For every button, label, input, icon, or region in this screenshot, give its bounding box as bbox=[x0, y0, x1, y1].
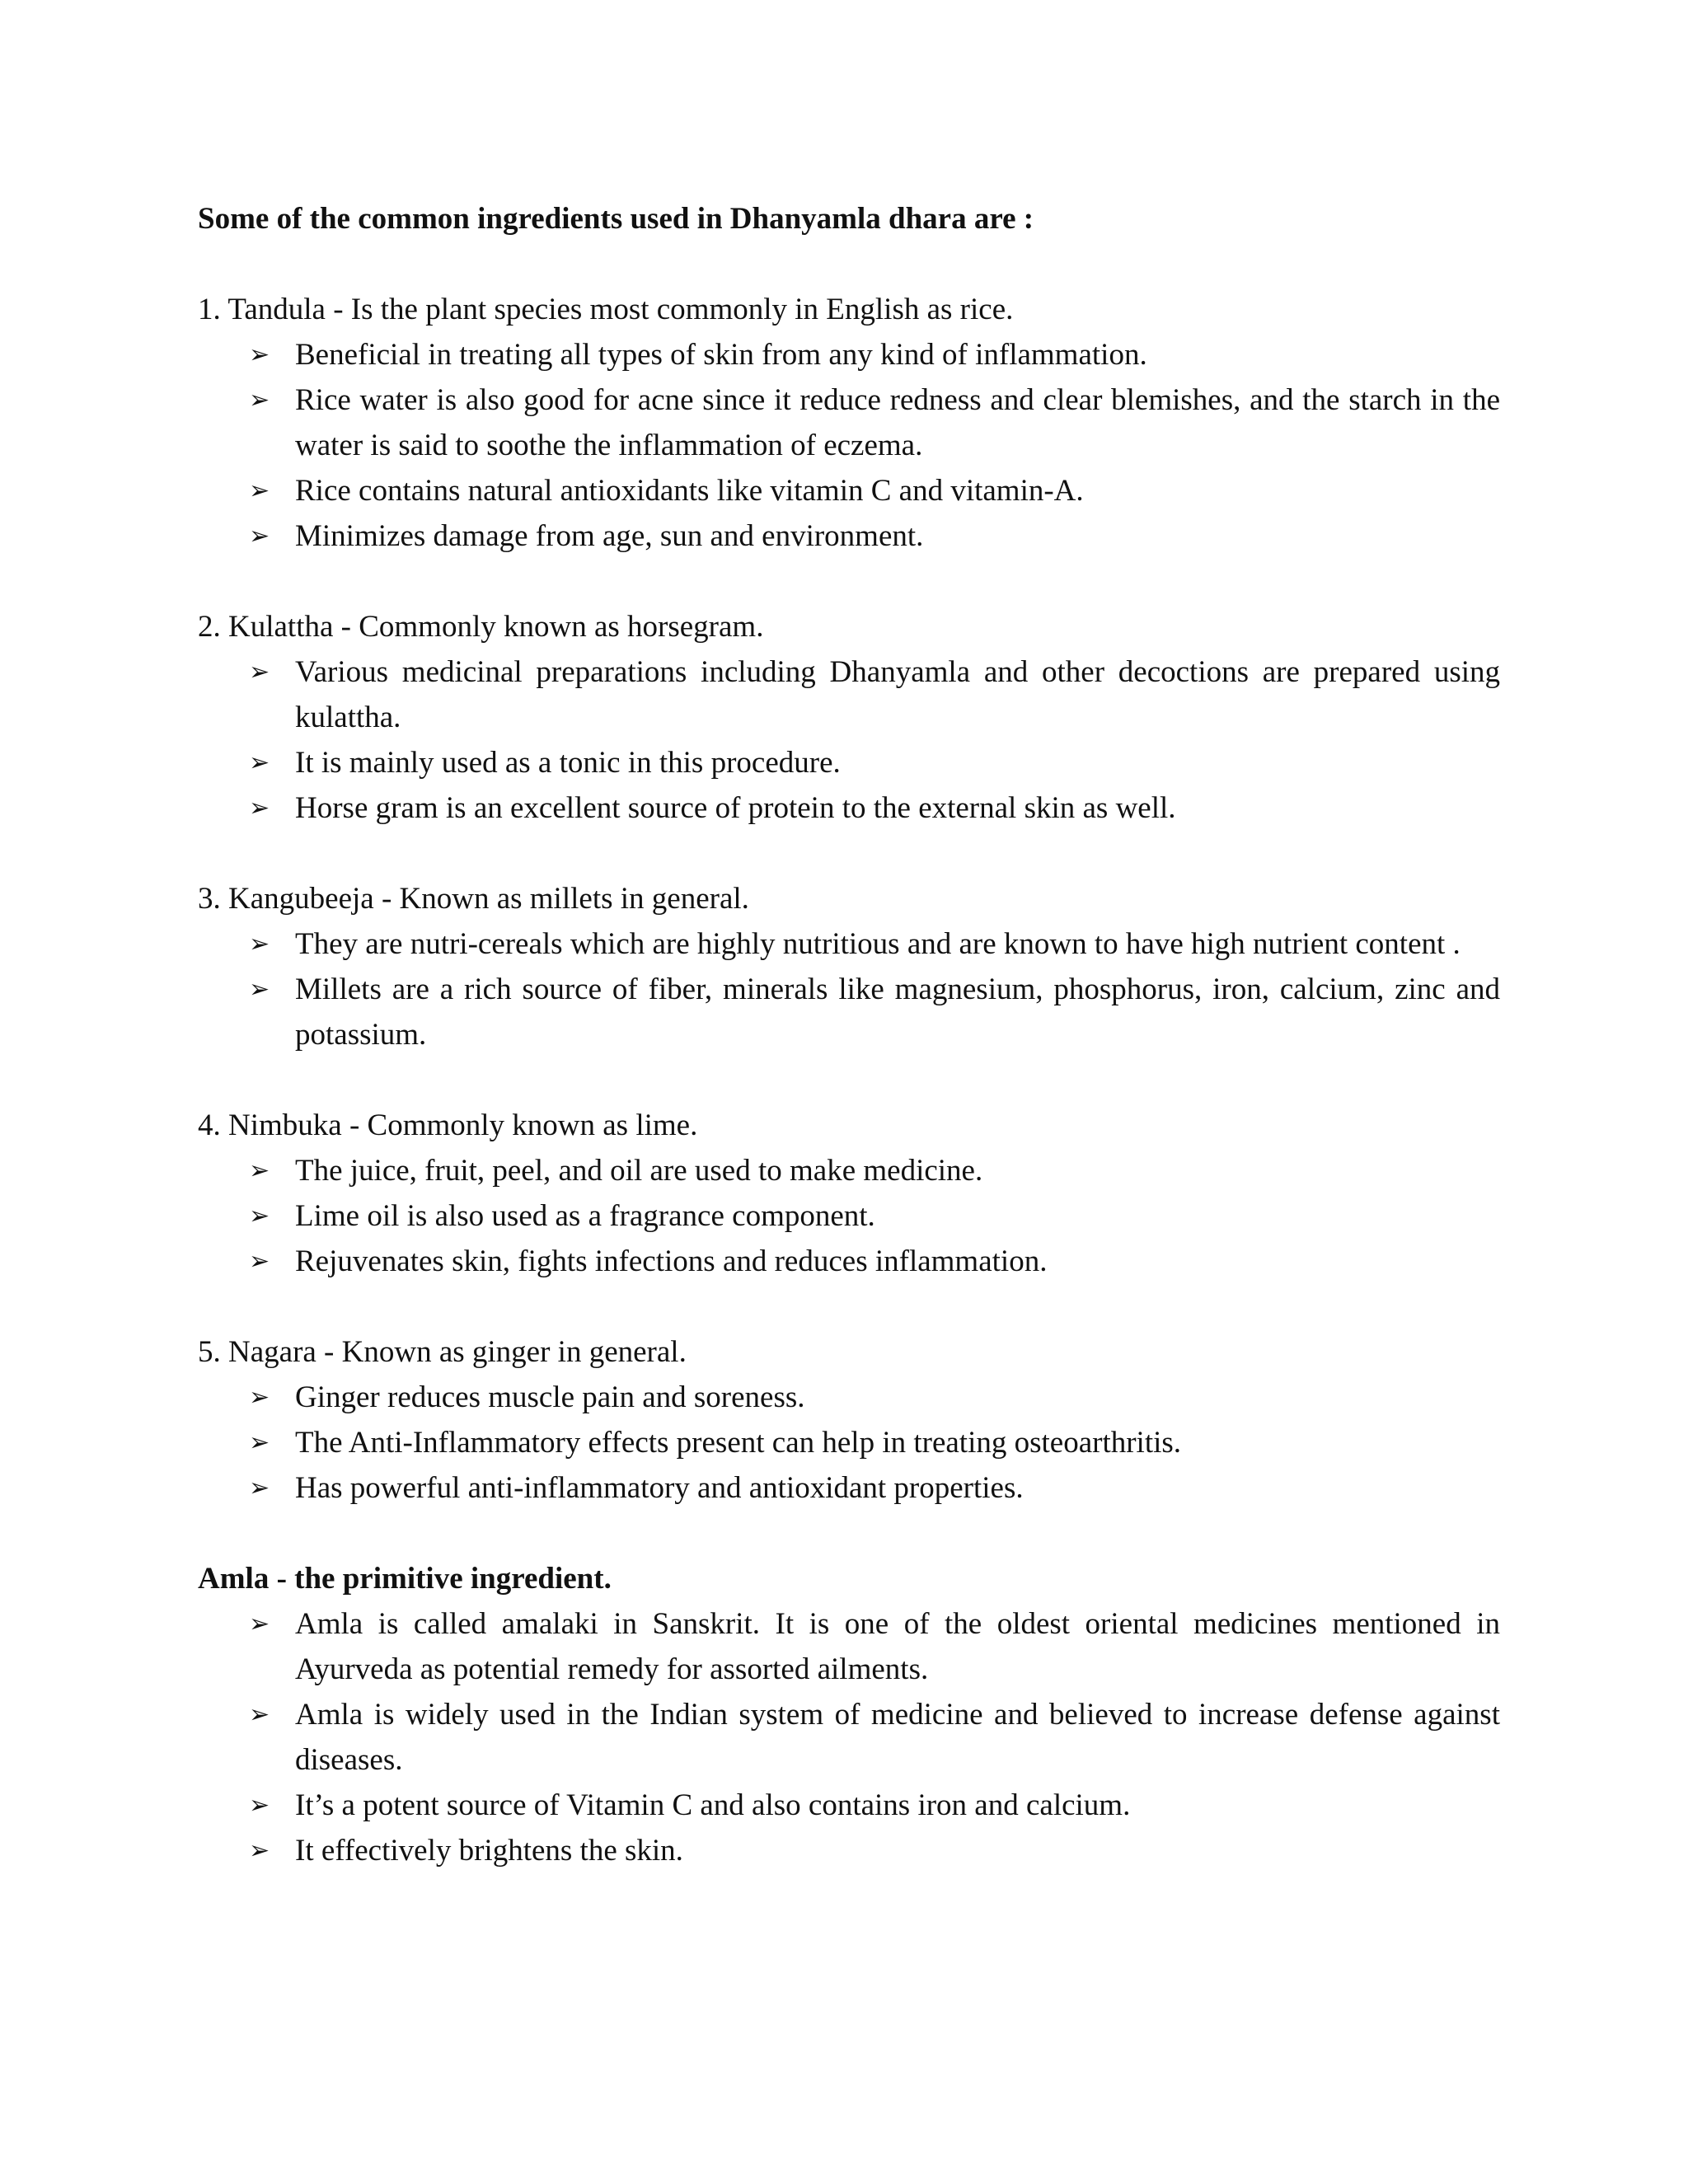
list-item bbox=[198, 1692, 1500, 1783]
arrow-bullet-icon: ➢ bbox=[249, 658, 270, 687]
list-item bbox=[198, 1420, 1500, 1465]
bullet-text: Amla is called amalaki in Sanskrit. It is one of the oldest oriental medicines mentioned in Ayurveda as potential remedy for assorted ailments. bbox=[295, 1607, 1500, 1686]
bullet-list bbox=[198, 1375, 1500, 1511]
arrow-bullet-icon: ➢ bbox=[249, 1428, 270, 1457]
arrow-bullet-icon: ➢ bbox=[249, 340, 270, 369]
list-item bbox=[198, 377, 1500, 468]
ingredient-title: 4. Nimbuka - Commonly known as lime. bbox=[198, 1108, 698, 1142]
ingredient-title: 2. Kulattha - Commonly known as horsegram. bbox=[198, 610, 764, 644]
arrow-bullet-icon: ➢ bbox=[249, 522, 270, 551]
bullet-text: Millets are a rich source of fiber, minerals like magnesium, phosphorus, iron, calcium, zinc and potassium. bbox=[295, 972, 1500, 1052]
arrow-bullet-icon: ➢ bbox=[249, 1610, 270, 1638]
bullet-text: Rejuvenates skin, fights infections and reduces inflammation. bbox=[295, 1244, 1048, 1278]
bullet-list bbox=[198, 649, 1500, 831]
list-item bbox=[198, 921, 1500, 967]
list-item bbox=[198, 1601, 1500, 1692]
list-item bbox=[198, 967, 1500, 1057]
list-item bbox=[198, 1465, 1500, 1511]
list-item bbox=[198, 1828, 1500, 1873]
arrow-bullet-icon: ➢ bbox=[249, 1202, 270, 1230]
amla-heading: Amla - the primitive ingredient. bbox=[198, 1562, 612, 1596]
bullet-text: It effectively brightens the skin. bbox=[295, 1834, 683, 1868]
bullet-text: It’s a potent source of Vitamin C and also contains iron and calcium. bbox=[295, 1788, 1131, 1822]
bullet-text: The juice, fruit, peel, and oil are used to make medicine. bbox=[295, 1154, 983, 1188]
list-item bbox=[198, 1783, 1500, 1828]
ingredient-title: 5. Nagara - Known as ginger in general. bbox=[198, 1335, 687, 1369]
list-item bbox=[198, 1193, 1500, 1239]
bullet-list bbox=[198, 921, 1500, 1057]
ingredient-section-nimbuka bbox=[198, 1103, 1500, 1284]
list-item bbox=[198, 785, 1500, 831]
ingredient-title: 3. Kangubeeja - Known as millets in general. bbox=[198, 882, 749, 916]
list-item bbox=[198, 740, 1500, 785]
list-item bbox=[198, 332, 1500, 377]
list-item bbox=[198, 1148, 1500, 1193]
bullet-text: Rice water is also good for acne since it reduce redness and clear blemishes, and the starch in the water is said to soothe the inflammation of eczema. bbox=[295, 383, 1500, 462]
arrow-bullet-icon: ➢ bbox=[249, 794, 270, 823]
bullet-text: It is mainly used as a tonic in this procedure. bbox=[295, 746, 841, 780]
arrow-bullet-icon: ➢ bbox=[249, 1247, 270, 1276]
bullet-text: Has powerful anti-inflammatory and antioxidant properties. bbox=[295, 1471, 1024, 1505]
ingredient-section-kangubeeja bbox=[198, 876, 1500, 1057]
arrow-bullet-icon: ➢ bbox=[249, 1383, 270, 1412]
bullet-text: Amla is widely used in the Indian system of medicine and believed to increase defense against diseases. bbox=[295, 1698, 1500, 1777]
ingredient-section-nagara bbox=[198, 1329, 1500, 1511]
document-page bbox=[198, 196, 1500, 1873]
arrow-bullet-icon: ➢ bbox=[249, 748, 270, 777]
arrow-bullet-icon: ➢ bbox=[249, 1156, 270, 1185]
list-item bbox=[198, 513, 1500, 559]
list-item bbox=[198, 1375, 1500, 1420]
ingredient-title: 1. Tandula - Is the plant species most commonly in English as rice. bbox=[198, 293, 1014, 326]
bullet-text: They are nutri-cereals which are highly nutritious and are known to have high nutrient content . bbox=[295, 927, 1461, 961]
bullet-text: Horse gram is an excellent source of protein to the external skin as well. bbox=[295, 791, 1176, 825]
arrow-bullet-icon: ➢ bbox=[249, 975, 270, 1004]
arrow-bullet-icon: ➢ bbox=[249, 1836, 270, 1865]
arrow-bullet-icon: ➢ bbox=[249, 1791, 270, 1820]
amla-section bbox=[198, 1556, 1500, 1873]
ingredient-section-kulattha bbox=[198, 604, 1500, 831]
arrow-bullet-icon: ➢ bbox=[249, 1700, 270, 1729]
bullet-list bbox=[198, 1601, 1500, 1873]
ingredient-section-tandula bbox=[198, 287, 1500, 559]
list-item bbox=[198, 1239, 1500, 1284]
bullet-list bbox=[198, 332, 1500, 559]
page-heading: Some of the common ingredients used in Dhanyamla dhara are : bbox=[198, 202, 1034, 236]
bullet-list bbox=[198, 1148, 1500, 1284]
bullet-text: Beneficial in treating all types of skin from any kind of inflammation. bbox=[295, 338, 1147, 372]
bullet-text: Ginger reduces muscle pain and soreness. bbox=[295, 1380, 805, 1414]
list-item bbox=[198, 468, 1500, 513]
arrow-bullet-icon: ➢ bbox=[249, 1474, 270, 1502]
arrow-bullet-icon: ➢ bbox=[249, 386, 270, 415]
arrow-bullet-icon: ➢ bbox=[249, 476, 270, 505]
arrow-bullet-icon: ➢ bbox=[249, 930, 270, 958]
bullet-text: Various medicinal preparations including Dhanyamla and other decoctions are prepared using kulattha. bbox=[295, 655, 1500, 734]
bullet-text: Lime oil is also used as a fragrance component. bbox=[295, 1199, 875, 1233]
bullet-text: Rice contains natural antioxidants like vitamin C and vitamin-A. bbox=[295, 474, 1084, 508]
bullet-text: The Anti-Inflammatory effects present can help in treating osteoarthritis. bbox=[295, 1426, 1182, 1460]
list-item bbox=[198, 649, 1500, 740]
bullet-text: Minimizes damage from age, sun and environment. bbox=[295, 519, 924, 553]
